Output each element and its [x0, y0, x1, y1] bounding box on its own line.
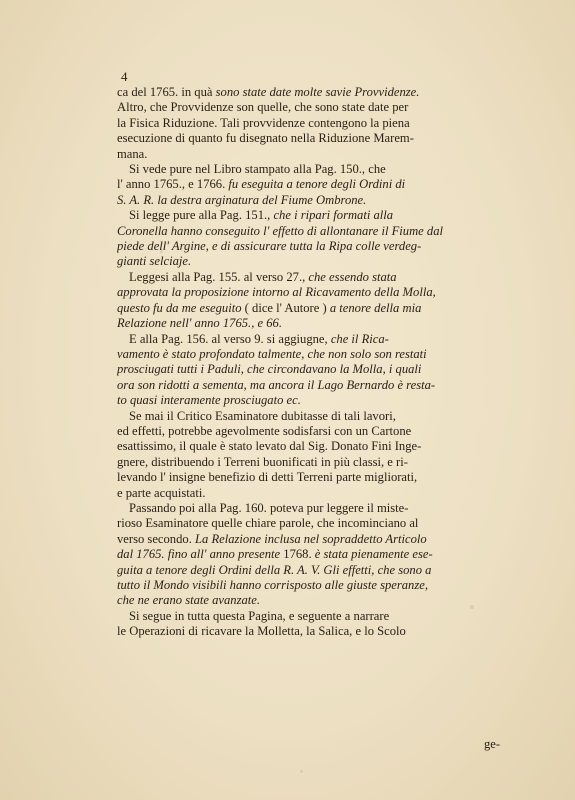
- italic-run: questo fu da me eseguito: [117, 300, 242, 315]
- text-run: Leggesi alla Pag. 155. al verso 27.,: [129, 269, 309, 284]
- text-line: [117, 193, 515, 208]
- text-line: [117, 532, 515, 547]
- text-run: esattissimo, il quale è stato levato dal Sig. Donato Fini Inge-: [117, 439, 422, 454]
- text-run: ed effetti, potrebbe agevolmente sodisfarsi con un Cartone: [117, 423, 412, 438]
- text-line: [117, 593, 515, 608]
- italic-run: prosciugati tutti i Paduli, che circondavano la Molla, i quali: [117, 362, 422, 377]
- text-run: la Fisica Riduzione. Tali provvidenze contengono la piena: [117, 115, 410, 130]
- text-line: [117, 208, 515, 223]
- text-line: [117, 393, 515, 408]
- text-line: [117, 131, 515, 146]
- text-run: gnere, distribuendo i Terreni buonificati in più classi, e ri-: [117, 454, 408, 469]
- text-line: [117, 563, 515, 578]
- text-run: ca del 1765. in quà: [117, 85, 216, 99]
- italic-run: piede dell' Argine, e di assicurare tutta la Ripa colle verdeg-: [117, 239, 422, 254]
- text-run: Se mai il Critico Esaminatore dubitasse di tali lavori,: [129, 408, 396, 423]
- text-line: [117, 470, 515, 485]
- text-run: mana.: [117, 146, 148, 161]
- italic-run: to quasi interamente prosciugato ec.: [117, 393, 301, 408]
- italic-run: guita a tenore degli Ordini della R. A. V. Gli effetti, che sono a: [117, 562, 432, 577]
- text-line: [117, 116, 515, 131]
- text-line: [117, 100, 515, 115]
- text-run: le Operazioni di ricavare la Molletta, la Salica, e lo Scolo: [117, 624, 406, 639]
- text-line: [117, 270, 515, 285]
- italic-run: che essendo stata: [308, 269, 397, 284]
- text-run: ( dice l' Autore ): [241, 300, 330, 315]
- text-line: [117, 609, 515, 624]
- italic-run: è stata pienamente ese-: [314, 547, 433, 562]
- italic-run: tutto il Mondo visibili hanno corrisposto alle giuste speranze,: [117, 578, 428, 592]
- text-line: [117, 424, 515, 439]
- italic-run: La Relazione inclusa nel sopraddetto Articolo: [195, 531, 427, 546]
- text-line: [117, 162, 515, 177]
- italic-run: approvata la proposizione intorno al Ricavamento della Molla,: [117, 285, 436, 300]
- text-run: l' anno 1765., e 1766.: [117, 177, 229, 192]
- text-line: [117, 177, 515, 192]
- text-line: [117, 547, 515, 562]
- italic-run: S. A. R. la destra arginatura del Fiume Ombrone.: [117, 192, 367, 207]
- text-run: esecuzione di quanto fu disegnato nella Riduzione Marem-: [117, 131, 414, 146]
- italic-run: sono state date molte savie Provvidenze.: [215, 85, 420, 99]
- text-run: Altro, che Provvidenze son quelle, che sono state date per: [117, 100, 409, 115]
- italic-run: gianti selciaje.: [117, 254, 192, 269]
- text-line: [117, 85, 515, 100]
- catchword: ge-: [484, 737, 501, 751]
- text-run: e parte acquistati.: [117, 485, 206, 500]
- italic-run: Relazione nell' anno 1765., e 66.: [117, 316, 282, 331]
- text-run: Si segue in tutta questa Pagina, e seguente a narrare: [129, 608, 390, 623]
- paper-speck: [300, 770, 303, 773]
- italic-run: che ne erano state avanzate.: [117, 593, 261, 608]
- text-line: [117, 224, 515, 239]
- text-line: [117, 285, 515, 300]
- text-line: [117, 239, 515, 254]
- text-line: [117, 578, 515, 593]
- text-run: E alla Pag. 156. al verso 9. si aggiugne,: [129, 331, 331, 346]
- italic-run: a tenore della mia: [329, 300, 422, 315]
- italic-run: ora son ridotti a sementa, ma ancora il Lago Bernardo è resta-: [117, 377, 436, 392]
- text-line: [117, 147, 515, 162]
- text-line: [117, 501, 515, 516]
- italic-run: dal 1765. fino all' anno presente: [117, 547, 281, 562]
- body-text: [117, 72, 515, 640]
- text-line: [117, 378, 515, 393]
- text-run: 1768.: [280, 547, 315, 562]
- text-line: [117, 624, 515, 639]
- text-line: [117, 362, 515, 377]
- text-run: verso secondo.: [117, 531, 195, 546]
- page-number: 4: [121, 69, 128, 84]
- text-line: [117, 332, 515, 347]
- text-line: [117, 516, 515, 531]
- text-run: levando l' insigne benefizio di detti Terreni parte migliorati,: [117, 470, 418, 485]
- italic-run: Coronella hanno conseguito l' effetto di allontanare il Fiume dal: [117, 223, 444, 238]
- italic-run: fu eseguita a tenore degli Ordini di: [228, 177, 406, 192]
- text-line: [117, 486, 515, 501]
- text-line: [117, 254, 515, 269]
- text-run: Passando poi alla Pag. 160. poteva pur leggere il miste-: [129, 500, 409, 515]
- text-run: rioso Esaminatore quelle chiare parole, che incominciano al: [117, 516, 419, 531]
- text-run: Si vede pure nel Libro stampato alla Pag. 150., che: [129, 162, 386, 177]
- text-run: Si legge pure alla Pag. 151.,: [129, 208, 274, 223]
- text-line: [117, 301, 515, 316]
- text-line: [117, 409, 515, 424]
- text-line: [117, 439, 515, 454]
- text-line: [117, 455, 515, 470]
- italic-run: vamento è stato profondato talmente, che non solo son restati: [117, 346, 427, 361]
- text-line: [117, 347, 515, 362]
- italic-run: che i ripari formati alla: [273, 208, 394, 223]
- italic-run: che il Rica-: [330, 331, 389, 346]
- text-line: [117, 316, 515, 331]
